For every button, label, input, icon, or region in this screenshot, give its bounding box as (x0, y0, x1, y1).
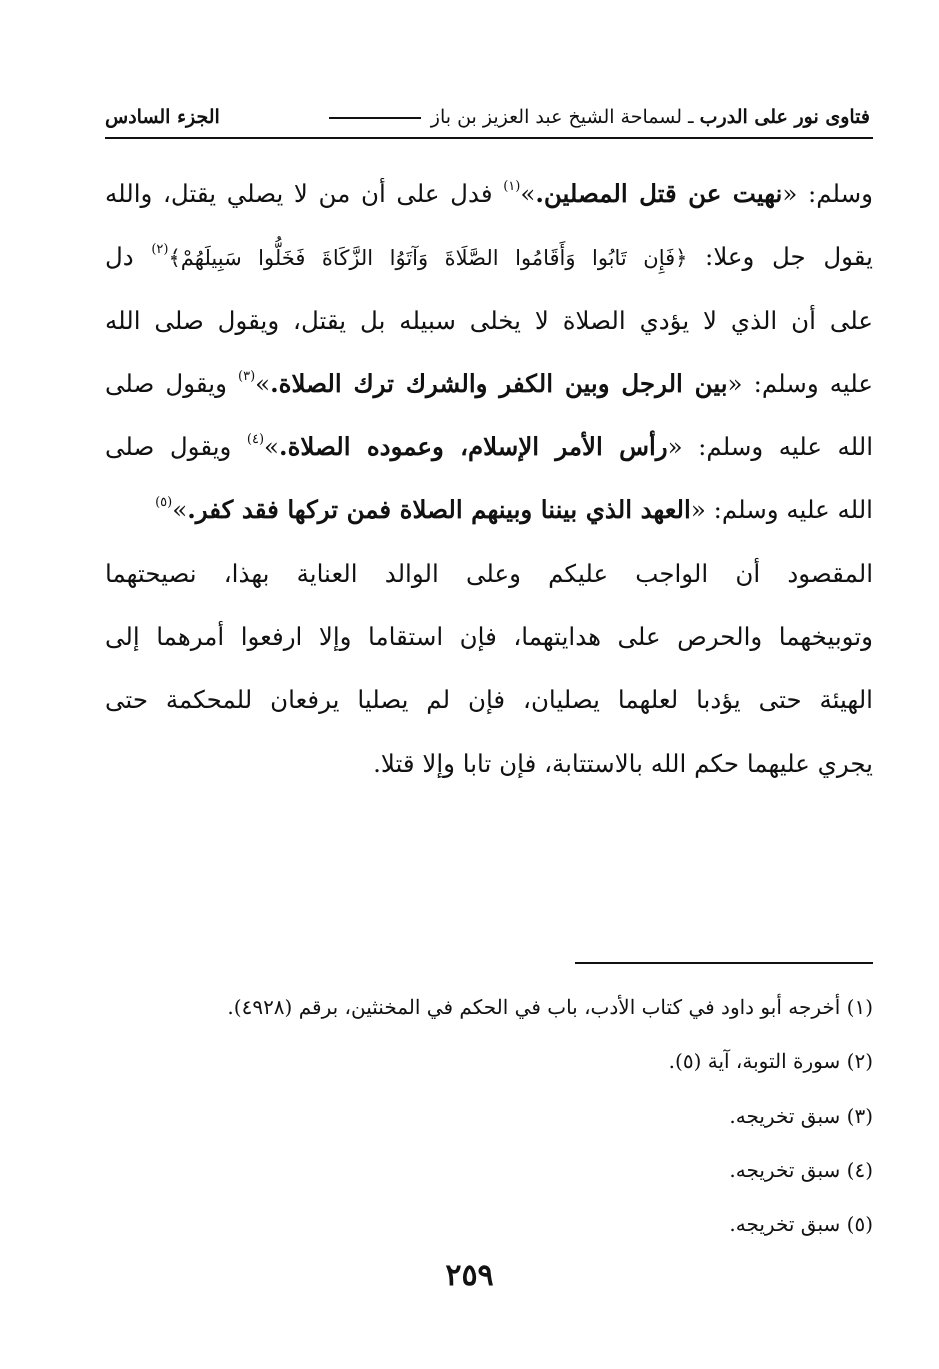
text-run: الله عليه وسلم: « (667, 432, 873, 462)
text-run: وسلم: « (782, 179, 873, 208)
text-run: فدل على أن من لا يصلي يقتل، والله (105, 179, 504, 208)
footnote-ref: (١) (503, 179, 521, 194)
running-header (105, 100, 870, 134)
text-line: المقصود أن الواجب عليكم وعلى الوالد العناية بهذا، نصيحتهما (105, 558, 873, 588)
footnote: (٢) سورة التوبة، آية (٥). (668, 1049, 873, 1074)
text-line (105, 415, 873, 478)
text-line (105, 225, 873, 288)
text-run: الله عليه وسلم: « (690, 495, 873, 525)
volume-label: الجزء السادس (105, 106, 220, 128)
text-line: الهيئة حتى يؤدبا لعلهما يصليان، فإن لم يصليا يرفعان للمحكمة حتى (105, 685, 873, 715)
footnote-separator (575, 962, 873, 964)
text-line (105, 478, 873, 541)
footnote: (٤) سبق تخريجه. (729, 1157, 873, 1182)
hadith-quote: العهد الذي بيننا وبينهم الصلاة فمن تركها فقد كفر. (187, 495, 691, 525)
footnote-ref: (٥) (155, 495, 173, 511)
main-text (105, 162, 873, 795)
footnote: (٣) سبق تخريجه. (729, 1103, 873, 1128)
footnote: (١) أخرجه أبو داود في كتاب الأدب، باب في الحكم في المخنثين، برقم (٤٩٢٨). (227, 995, 873, 1019)
header-underline (105, 137, 873, 139)
header-rule (329, 117, 421, 119)
footnote: (٥) سبق تخريجه. (729, 1212, 873, 1237)
footnotes (105, 985, 873, 1256)
text-run: » (172, 495, 188, 525)
footnote-ref: (٢) (151, 242, 169, 258)
text-run: » (255, 368, 271, 398)
text-run: » (520, 179, 536, 208)
page-number: ٢٥٩ (445, 1258, 494, 1293)
text-line (105, 162, 873, 225)
author-line: لسماحة الشيخ عبد العزيز بن باز (430, 106, 682, 128)
book-title: فتاوى نور على الدرب (699, 106, 870, 128)
text-run: عليه وسلم: « (727, 368, 873, 398)
footnote-ref: (٣) (238, 368, 256, 384)
hadith-quote: بين الرجل وبين الكفر والشرك ترك الصلاة. (270, 368, 728, 398)
text-line: وتوبيخهما والحرص على هدايتهما، فإن استقاما وإلا ارفعوا أمرهما إلى (105, 622, 873, 652)
text-line: على أن الذي لا يؤدي الصلاة لا يخلى سبيله بل يقتل، ويقول صلى الله (105, 305, 873, 335)
text-run: ويقول صلى (105, 368, 238, 398)
quran-verse: ﴿فَإِن تَابُوا وَأَقَامُوا الصَّلَاةَ وَآتَوُا الزَّكَاةَ فَخَلُّوا سَبِيلَهُمْ﴾ (168, 246, 688, 271)
hadith-quote: نهيت عن قتل المصلين. (535, 179, 783, 208)
text-run: ويقول صلى (105, 432, 247, 462)
hadith-quote: رأس الأمر الإسلام، وعموده الصلاة. (279, 432, 668, 462)
header-dash: ـ (682, 106, 694, 128)
text-run: دل (105, 242, 152, 272)
footnote-ref: (٤) (246, 432, 265, 448)
text-line: يجري عليهما حكم الله بالاستتابة، فإن تابا وإلا قتلا. (373, 748, 873, 778)
text-run: » (264, 432, 280, 462)
text-line (105, 352, 873, 415)
text-run: يقول جل وعلا: (687, 242, 873, 272)
